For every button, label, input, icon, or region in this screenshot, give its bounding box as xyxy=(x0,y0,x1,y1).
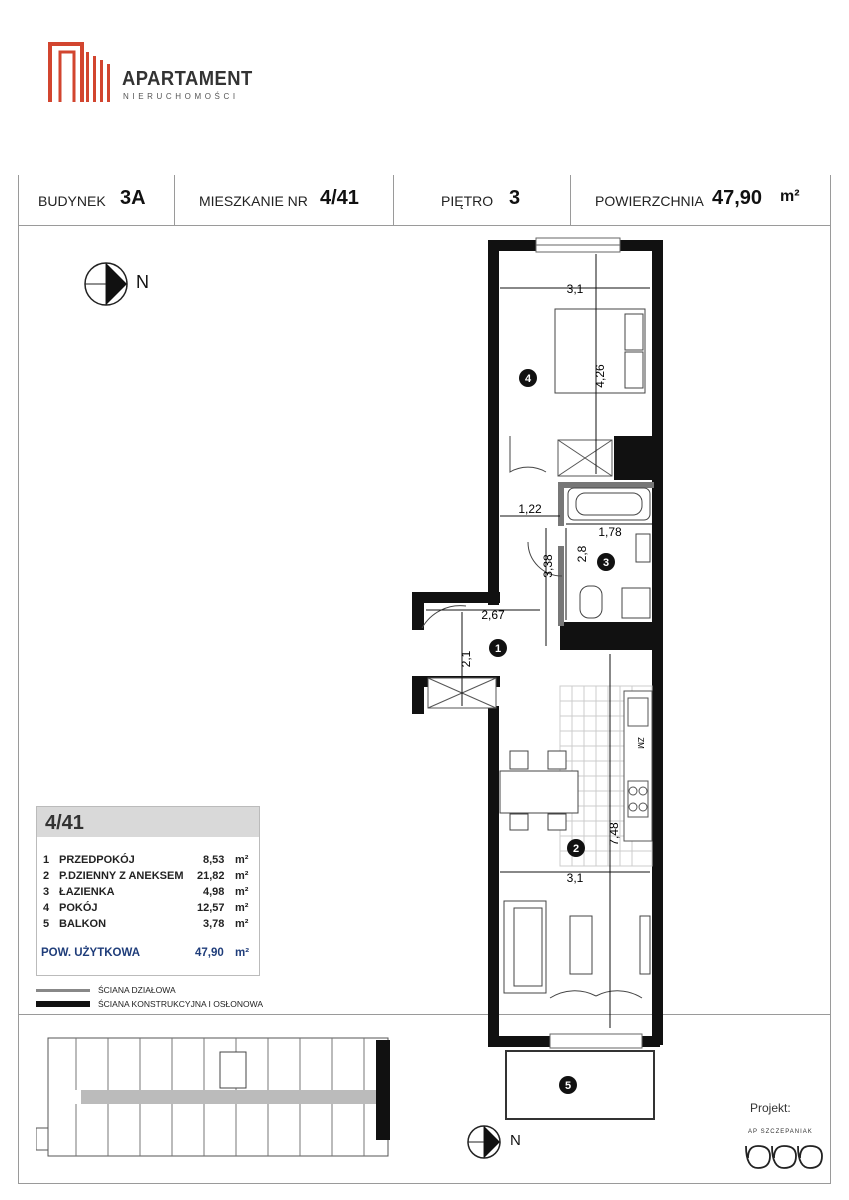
chair xyxy=(510,751,528,769)
compass-icon xyxy=(466,1124,536,1164)
appliance-label: ZM xyxy=(636,737,645,749)
architect-name: AP SZCZEPANIAK xyxy=(748,1129,813,1135)
structural-core xyxy=(560,622,654,650)
stairwell xyxy=(220,1052,246,1088)
header-divider xyxy=(174,175,175,225)
structural-wall xyxy=(488,706,499,1046)
architect-logo-icon xyxy=(742,1138,824,1172)
partition-wall xyxy=(558,482,564,526)
floor-label: PIĘTRO xyxy=(441,193,494,209)
legend-room-name: BALKON xyxy=(59,918,107,930)
room-marker xyxy=(519,369,537,387)
structural-core xyxy=(614,436,654,480)
partition-wall-swatch xyxy=(36,989,90,992)
balcony xyxy=(506,1051,654,1119)
legend-room-area: 21,82 xyxy=(197,870,225,882)
dim-label: 2,8 xyxy=(575,545,589,563)
room-marker xyxy=(567,839,585,857)
footer-bottom-line xyxy=(18,1183,831,1184)
dim-label: 7,48 xyxy=(607,822,621,846)
building-label: BUDYNEK xyxy=(38,193,106,209)
partition-wall-label: ŚCIANA DZIAŁOWA xyxy=(98,985,176,995)
room-marker-label: 1 xyxy=(494,643,502,655)
building-key-plan xyxy=(36,1030,408,1165)
dim-label: 2,1 xyxy=(459,650,473,668)
frame-left-line xyxy=(18,175,19,1184)
legend-room-num: 2 xyxy=(43,870,50,882)
compass-top xyxy=(82,262,162,308)
kitchen-sink xyxy=(628,698,648,726)
structural-wall xyxy=(488,240,499,605)
partition-wall xyxy=(558,482,654,488)
dim-label: 3,1 xyxy=(566,871,584,885)
area-unit: m² xyxy=(780,188,800,205)
legend-room-area: 8,53 xyxy=(203,854,225,866)
area-label: POWIERZCHNIA xyxy=(595,193,704,209)
room-marker-label: 4 xyxy=(524,373,532,385)
legend-room-area: 12,57 xyxy=(197,902,225,914)
frame-right-line xyxy=(830,175,831,1184)
header-divider xyxy=(570,175,571,225)
structural-wall xyxy=(412,592,500,603)
apartment-label: MIESZKANIE NR xyxy=(199,193,308,209)
chair xyxy=(548,751,566,769)
legend-room-name: PRZEDPOKÓJ xyxy=(59,854,135,866)
compass-icon xyxy=(82,262,162,308)
area-legend xyxy=(36,806,260,976)
legend-room-name: P.DZIENNY Z ANEKSEM xyxy=(59,870,184,882)
logo-mark-icon xyxy=(48,42,113,104)
room-marker xyxy=(489,639,507,657)
structural-wall xyxy=(412,676,424,714)
room-marker-label: 2 xyxy=(572,843,580,855)
header-bottom-line xyxy=(18,225,831,226)
structural-wall xyxy=(412,592,424,630)
door-swing xyxy=(510,436,546,472)
legend-room-name: ŁAZIENKA xyxy=(59,886,115,898)
dim-label: 2,67 xyxy=(481,608,505,622)
sink xyxy=(636,534,650,562)
project-label: Projekt: xyxy=(750,1101,791,1115)
chair xyxy=(548,814,566,830)
legend-room-area: 4,98 xyxy=(203,886,225,898)
entrance-door-swing xyxy=(422,606,466,628)
logo-subtitle: NIERUCHOMOŚCI xyxy=(123,92,239,101)
dining-table xyxy=(500,771,578,813)
area-value: 47,90 xyxy=(712,187,763,209)
legend-room-unit: m² xyxy=(235,902,249,914)
compass-north-label: N xyxy=(510,1132,521,1149)
chair xyxy=(510,814,528,830)
legend-title: 4/41 xyxy=(45,812,84,834)
legend-total-label: POW. UŻYTKOWA xyxy=(41,947,141,959)
corridor xyxy=(81,1090,381,1104)
compass-bottom xyxy=(466,1124,536,1164)
toilet xyxy=(580,586,602,618)
company-logo xyxy=(48,42,113,104)
dim-label: 3,38 xyxy=(541,554,555,578)
room-marker-label: 5 xyxy=(564,1080,572,1092)
legend-room-num: 4 xyxy=(43,902,50,914)
structural-wall-label: ŚCIANA KONSTRUKCYJNA I OSŁONOWA xyxy=(98,999,263,1009)
highlighted-apartment xyxy=(376,1040,390,1140)
balcony-door-swing xyxy=(550,991,642,998)
room-marker-label: 3 xyxy=(602,557,610,569)
floor-value: 3 xyxy=(509,187,521,209)
compass-north-label: N xyxy=(136,272,149,292)
apartment-value: 4/41 xyxy=(320,187,359,209)
legend-room-unit: m² xyxy=(235,870,249,882)
window xyxy=(550,1034,642,1048)
cooktop xyxy=(628,781,648,817)
legend-room-num: 1 xyxy=(43,854,50,866)
legend-room-num: 5 xyxy=(43,918,50,930)
tv-cabinet xyxy=(640,916,650,974)
legend-room-num: 3 xyxy=(43,886,50,898)
coffee-table xyxy=(570,916,592,974)
legend-total-area: 47,90 xyxy=(195,947,224,959)
dim-label: 4,26 xyxy=(593,364,607,388)
partition-wall xyxy=(558,546,564,626)
shower xyxy=(622,588,650,618)
logo-name: APARTAMENT xyxy=(122,68,253,90)
legend-room-unit: m² xyxy=(235,854,249,866)
dim-label: 1,22 xyxy=(518,502,542,516)
header-divider xyxy=(393,175,394,225)
dim-label: 1,78 xyxy=(598,525,622,539)
dim-label: 3,1 xyxy=(566,282,584,296)
legend-room-unit: m² xyxy=(235,918,249,930)
building-value: 3A xyxy=(120,187,146,209)
legend-total-unit: m² xyxy=(235,947,250,959)
legend-room-unit: m² xyxy=(235,886,249,898)
room-marker xyxy=(559,1076,577,1094)
room-marker xyxy=(597,553,615,571)
floor-plan xyxy=(400,236,680,1126)
legend-room-name: POKÓJ xyxy=(59,902,98,914)
legend-room-area: 3,78 xyxy=(203,918,225,930)
structural-wall-swatch xyxy=(36,1001,90,1007)
